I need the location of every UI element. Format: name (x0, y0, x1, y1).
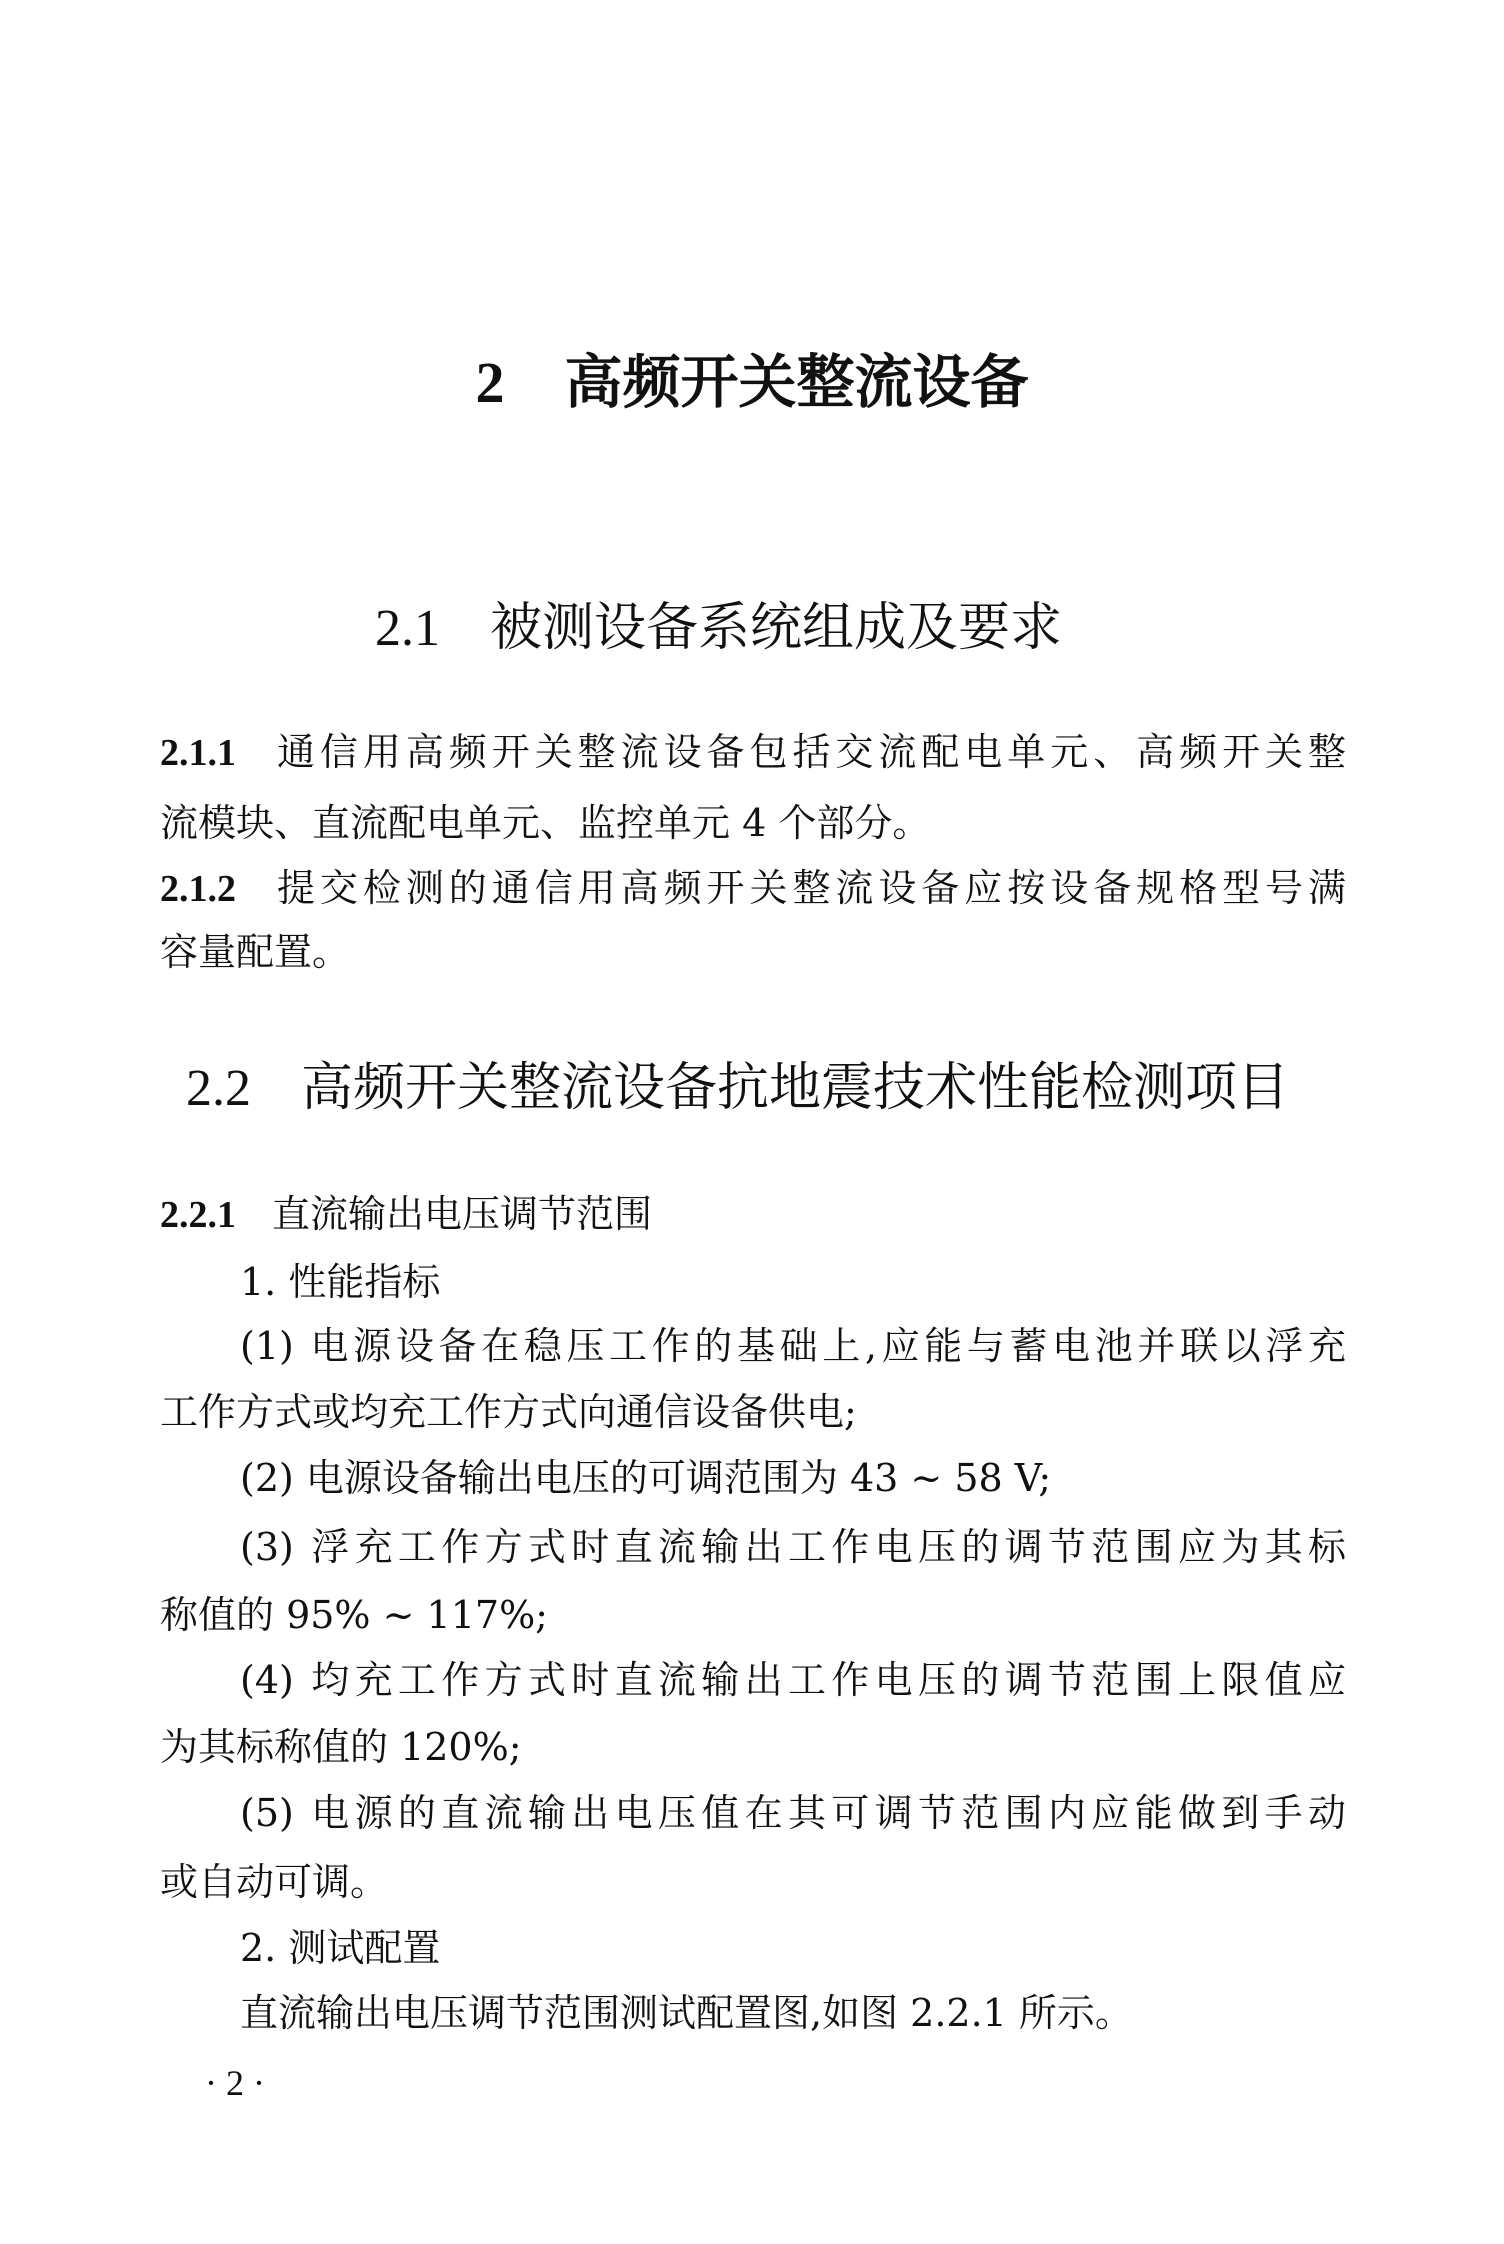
section-number: 2.2 (186, 1060, 251, 1117)
clause-2-1-1-line2: 流模块、直流配电单元、监控单元 4 个部分。 (160, 801, 931, 845)
p1-line2: 工作方式或均充工作方式向通信设备供电; (160, 1390, 857, 1434)
chapter-title (0, 335, 1504, 419)
section-2-1-heading (375, 596, 1062, 661)
clause-text: 提交检测的通信用高频开关整流设备应按设备规格型号满 (272, 866, 1346, 910)
p3-line2: 称值的 95% ~ 117%; (160, 1593, 548, 1637)
clause-2-1-2-line2: 容量配置。 (160, 930, 351, 974)
section-title: 被测设备系统组成及要求 (490, 598, 1063, 658)
section-title: 高频开关整流设备抗地震技术性能检测项目 (301, 1058, 1290, 1118)
p5-line1: (5) 电源的直流输出电压值在其可调节范围内应能做到手动 (240, 1791, 1346, 1835)
p3-line1: (3) 浮充工作方式时直流输出工作电压的调节范围应为其标 (240, 1525, 1346, 1569)
clause-2-2-1-heading (160, 1189, 652, 1240)
p2: (2) 电源设备输出电压的可调范围为 43 ~ 58 V; (240, 1456, 1052, 1500)
clause-text: 通信用高频开关整流设备包括交流配电单元、高频开关整 (272, 730, 1346, 774)
p4-line2: 为其标称值的 120%; (160, 1725, 522, 1769)
p5-line2: 或自动可调。 (160, 1860, 389, 1904)
clause-2-1-2-line1 (160, 863, 1346, 914)
page-number: · 2 · (205, 2063, 265, 2103)
clause-title: 直流输出电压调节范围 (272, 1192, 653, 1236)
p4-line1: (4) 均充工作方式时直流输出工作电压的调节范围上限值应 (240, 1658, 1346, 1702)
item-2-heading: 2. 测试配置 (240, 1926, 441, 1970)
chapter-title-text: 高频开关整流设备 (564, 348, 1029, 416)
clause-number: 2.1.1 (160, 732, 236, 774)
clause-number: 2.2.1 (160, 1194, 236, 1236)
clause-number: 2.1.2 (160, 868, 236, 910)
p1-line1: (1) 电源设备在稳压工作的基础上,应能与蓄电池并联以浮充 (240, 1324, 1346, 1368)
clause-2-1-1-line1 (160, 727, 1346, 778)
section-number: 2.1 (375, 600, 440, 657)
config-text: 直流输出电压调节范围测试配置图,如图 2.2.1 所示。 (240, 1991, 1133, 2035)
chapter-number: 2 (475, 350, 505, 415)
item-1-heading: 1. 性能指标 (240, 1260, 441, 1304)
section-2-2-heading (186, 1056, 1289, 1121)
